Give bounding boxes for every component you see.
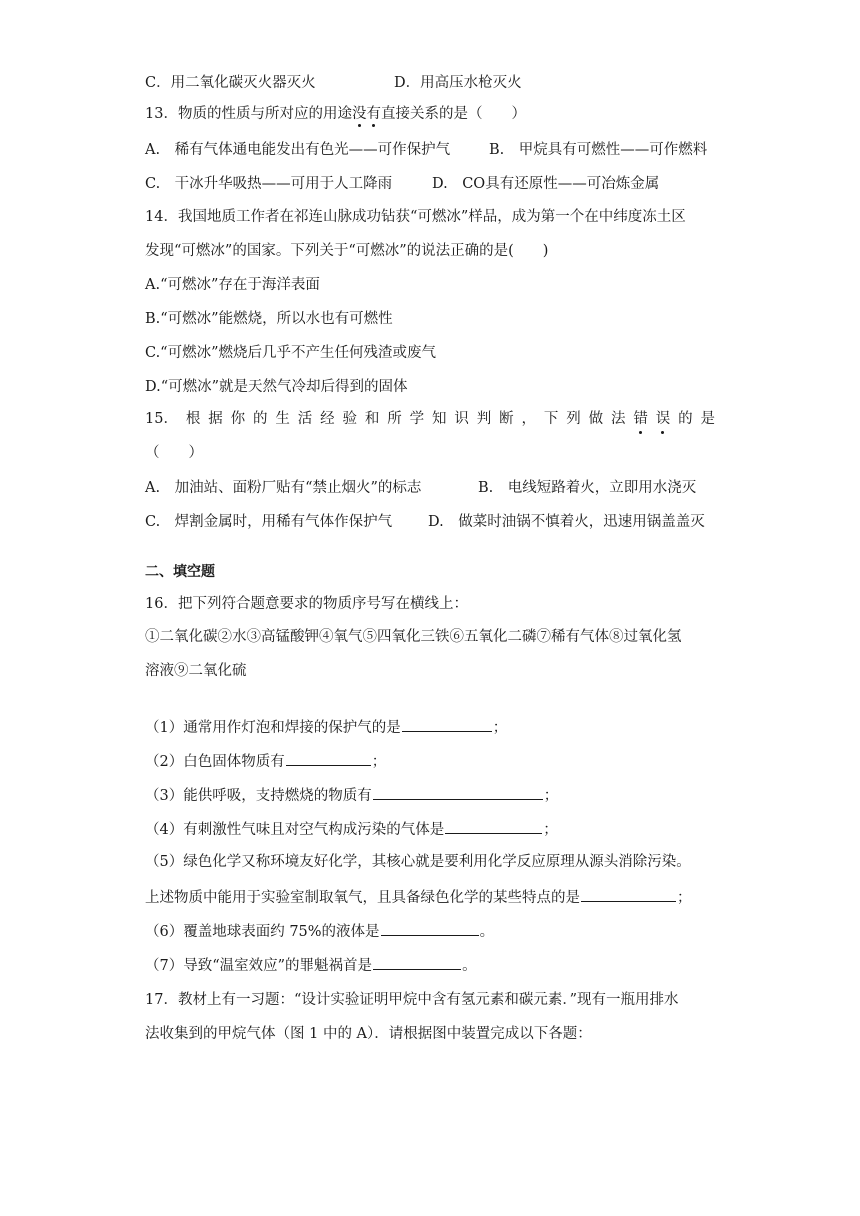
q16-part7 [145,954,715,976]
q14-option-a: A.“可燃冰”存在于海洋表面 [145,277,320,293]
q15-stem-char: 识 [454,411,469,427]
q15-stem-char: 判 [476,411,492,427]
q13-option-a: A. 稀有气体通电能发出有色光——可作保护气 [145,142,451,158]
q13-option-c: C. 干冰升华吸热——可用于人工降雨 [145,176,393,192]
q15-stem [145,409,715,429]
q12-options-cd [145,73,715,93]
q15-stem-char: 做 [588,411,604,427]
punctuation: ； [492,720,508,736]
q16-substance-list-line1: ①二氧化碳②水③高锰酸钾④氧气⑤四氧化三铁⑥五氧化二磷⑦稀有气体⑧过氧化氢 [145,629,682,645]
punctuation: ； [371,754,387,770]
q13-emphasis-char: 没 [351,106,367,122]
answer-blank[interactable] [373,784,543,800]
q15-stem-char: 15． [145,411,178,427]
q15-stem-char: 学 [409,411,425,427]
q12-option-d: D．用高压水枪灭火 [394,75,522,91]
q14-stem-line1: 14．我国地质工作者在祁连山脉成功钻获“可燃冰”样品，成为第一个在中纬度冻土区 [145,209,686,225]
q15-stem-char: 据 [208,411,223,427]
section-heading: 二、填空题 [145,564,215,580]
q13-emphasis-char: 有 [366,106,381,122]
q15-option-a: A. 加油站、面粉厂贴有“禁止烟火”的标志 [145,480,422,496]
q16-part3 [145,784,715,806]
q12-option-c: C．用二氧化碳灭火器灭火 [145,75,316,91]
q16-part1-text: （1）通常用作灯泡和焊接的保护气的是 [145,720,401,736]
q16-part5-line1: （5）绿色化学又称环境友好化学，其核心就是要利用化学反应原理从源头消除污染。 [145,854,691,870]
punctuation: ； [677,890,692,906]
punctuation: ； [543,788,559,804]
q15-stem-char: 根 [185,411,201,427]
q13-stem-text: 直接关系的是（ ） [380,106,526,122]
q13-options-ab [145,140,715,160]
q15-paren: （ ） [145,445,203,461]
q16-part4 [145,818,715,840]
q16-part2 [145,750,715,772]
q13-stem-text: 13．物质的性质与所对应的用途 [145,106,352,122]
answer-blank[interactable] [402,716,492,732]
answer-blank[interactable] [373,954,461,970]
answer-blank[interactable] [445,818,542,834]
q15-stem-char: 知 [431,411,447,427]
q16-part7-text: （7）导致“温室效应”的罪魁祸首是 [145,958,373,974]
q15-stem-char: 经 [320,411,335,427]
answer-blank[interactable] [286,750,371,766]
q15-stem-char: 法 [610,411,626,427]
q17-stem-line1: 17．教材上有一习题：“设计实验证明甲烷中含有氢元素和碳元素．”现有一瓶用排水 [145,992,679,1008]
q16-part5-text: 上述物质中能用于实验室制取氧气，且具备绿色化学的某些特点的是 [145,890,580,906]
q13-option-d: D. CO具有还原性——可冶炼金属 [432,176,660,192]
q15-options-ab [145,478,715,498]
q15-stem-char: 生 [275,411,290,427]
q16-stem: 16．把下列符合题意要求的物质序号写在横线上： [145,596,468,612]
q15-options-cd [145,512,715,532]
q15-stem-char: 所 [387,411,402,427]
q15-stem-char: 是 [700,411,715,427]
q15-stem-char: 下 [543,411,559,427]
q15-stem-char: 你 [230,411,246,427]
q15-option-d: D. 做菜时油锅不慎着火，迅速用锅盖盖灭 [428,514,705,530]
q15-stem-char: 断 [499,411,514,427]
q13-option-b: B. 甲烷具有可燃性——可作燃料 [489,142,708,158]
punctuation: 。 [462,958,477,974]
punctuation: ； [543,822,558,838]
q15-emphasis-char: 误 [655,411,671,427]
answer-blank[interactable] [581,886,676,902]
q14-option-c: C.“可燃冰”燃烧后几乎不产生任何残渣或废气 [145,345,437,361]
q16-part5-line2 [145,886,715,908]
q16-substance-list-line2: 溶液⑨二氧化硫 [145,663,247,679]
q14-option-d: D.“可燃冰”就是天然气冷却后得到的固体 [145,379,408,395]
answer-blank[interactable] [381,920,479,936]
q15-stem-char: 列 [566,411,581,427]
q14-option-b: B.“可燃冰”能燃烧，所以水也有可燃性 [145,311,393,327]
q16-part6 [145,920,715,942]
q16-part2-text: （2）白色固体物质有 [145,754,285,770]
q16-part4-text: （4）有刺激性气味且对空气构成污染的气体是 [145,822,445,838]
q16-part6-text: （6）覆盖地球表面约 75%的液体是 [145,924,380,940]
q15-stem-char: ， [521,411,536,427]
q15-stem-char: 的 [252,411,268,427]
q15-emphasis-char: 错 [633,411,648,427]
q14-stem-line2: 发现“可燃冰”的国家。下列关于“可燃冰”的说法正确的是( ) [145,243,549,259]
q17-stem-line2: 法收集到的甲烷气体（图 1 中的 A）．请根据图中装置完成以下各题： [145,1026,592,1042]
q15-stem-char: 和 [364,411,380,427]
q15-option-c: C. 焊割金属时，用稀有气体作保护气 [145,514,393,530]
q15-option-b: B. 电线短路着火，立即用水浇灭 [478,480,697,496]
q16-part1 [145,716,715,738]
q13-options-cd [145,174,715,194]
punctuation: 。 [479,924,495,940]
q13-stem [145,104,715,124]
q15-stem-char: 验 [342,411,357,427]
q15-stem-char: 活 [297,411,313,427]
q15-stem-char: 的 [678,411,693,427]
q16-part3-text: （3）能供呼吸，支持燃烧的物质有 [145,788,372,804]
